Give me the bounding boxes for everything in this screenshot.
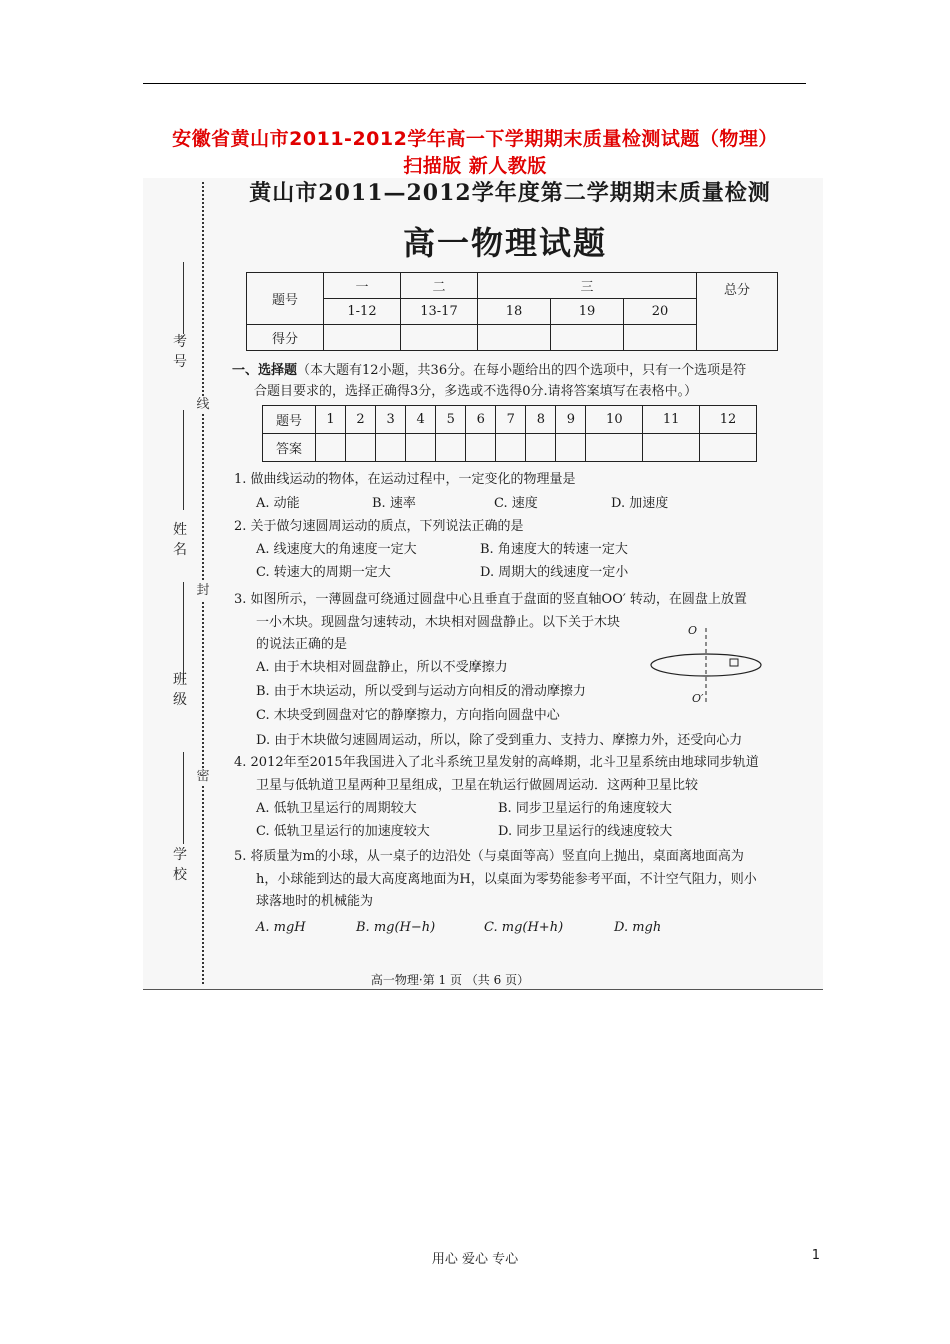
score-row-label-score: 得分 [247,325,324,351]
score-cell [324,325,401,351]
answer-number: 4 [406,406,436,434]
question-5-stem-3: 球落地时的机械能为 [256,894,374,909]
q5-option-d: D. mgh [614,920,662,935]
q1-option-a: A. 动能 [256,496,300,511]
answer-number: 5 [436,406,466,434]
q3-option-b: B. 由于木块运动，所以受到与运动方向相反的滑动摩擦力 [256,684,586,699]
answer-table [262,405,757,462]
score-part: 20 [624,299,697,325]
q5-option-a: A. mgH [256,920,306,935]
page-number: 1 [811,1248,820,1263]
q2-option-c: C. 转速大的周期一定大 [256,565,391,580]
score-part: 1-12 [324,299,401,325]
answer-cell [526,434,556,462]
axis-top-label: O [688,624,698,637]
seal-word-secret: 密 [194,768,212,786]
answer-number: 10 [586,406,643,434]
label-char: 班级 [173,672,187,708]
q4-option-a: A. 低轨卫星运行的周期较大 [256,801,417,816]
q2-option-d: D. 周期大的线速度一定小 [480,565,629,580]
name-label [170,520,190,560]
exam-number-label [170,332,190,372]
q1-option-d: D. 加速度 [611,496,669,511]
name-blank [183,410,184,510]
score-total-label: 总分 [697,273,778,351]
rotating-disk-figure [648,622,772,708]
section1-heading-line [232,361,746,381]
exam-subtitle: 高一物理试题 [402,224,607,262]
score-cell [401,325,478,351]
answer-number: 2 [346,406,376,434]
section1-note: （本大题有12小题，共36分。在每小题给出的四个选项中，只有一个选项是符 [297,363,747,378]
q5-option-b: B. mg(H−h) [356,920,436,935]
question-3-stem-3: 的说法正确的是 [256,637,348,652]
section1-heading: 一、选择题 [232,363,298,378]
question-3-stem-2: 一小木块。现圆盘匀速转动，木块相对圆盘静止。以下关于木块 [256,615,621,630]
answer-number: 9 [556,406,586,434]
q2-option-a: A. 线速度大的角速度一定大 [256,542,417,557]
exam-number-blank [183,262,184,334]
score-part: 13-17 [401,299,478,325]
document-subtitle: 扫描版 新人教版 [403,155,547,177]
question-5-stem-1: 5. 将质量为m的小球，从一桌子的边沿处（与桌面等高）竖直向上抛出，桌面离地面高为 [234,849,744,864]
page-footer: 用心 爱心 专心 [431,1252,519,1267]
answer-cell [316,434,346,462]
q1-option-c: C. 速度 [494,496,538,511]
q1-option-b: B. 速率 [372,496,416,511]
answer-cell [700,434,757,462]
answer-cell [643,434,700,462]
axis-bottom-label: O′ [692,692,704,705]
answer-cell [556,434,586,462]
score-cell [551,325,624,351]
answer-cell [496,434,526,462]
score-cell [624,325,697,351]
scan-bottom-rule [143,989,823,990]
question-1-stem: 1. 做曲线运动的物体，在运动过程中，一定变化的物理量是 [234,472,576,487]
header-rule [143,83,806,84]
answer-number: 6 [466,406,496,434]
question-3-stem-1: 3. 如图所示，一薄圆盘可绕通过圆盘中心且垂直于盘面的竖直轴OO′ 转动，在圆盘上放置 [234,592,747,607]
label-char: 考号 [173,334,187,370]
score-table [246,272,778,351]
exam-title: 黄山市2011—2012学年度第二学期期末质量检测 [249,180,771,206]
score-group-1: 一 [324,273,401,299]
score-cell [478,325,551,351]
label-char: 学校 [173,847,187,883]
seal-word-seal: 封 [194,582,212,600]
q3-option-d: D. 由于木块做匀速圆周运动，所以，除了受到重力、支持力、摩擦力外，还受向心力 [256,733,743,748]
score-part: 18 [478,299,551,325]
question-5-stem-2: h，小球能到达的最大高度离地面为H，以桌面为零势能参考平面，不计空气阻力，则小 [256,872,757,887]
section1-note-2: 合题目要求的，选择正确得3分，多选或不选得0分.请将答案填写在表格中。） [254,384,698,399]
score-group-2: 二 [401,273,478,299]
question-4-stem-1: 4. 2012年至2015年我国进入了北斗系统卫星发射的高峰期，北斗卫星系统由地球同步轨道 [234,755,759,770]
question-2-stem: 2. 关于做匀速圆周运动的质点，下列说法正确的是 [234,519,524,534]
answer-number: 12 [700,406,757,434]
answer-cell [586,434,643,462]
q2-option-b: B. 角速度大的转速一定大 [480,542,628,557]
answer-cell [346,434,376,462]
q5-option-c: C. mg(H+h) [484,920,564,935]
seal-word-line: 线 [194,396,212,414]
class-blank [183,582,184,682]
score-group-3: 三 [478,273,697,299]
score-part: 19 [551,299,624,325]
answer-row-label-number: 题号 [263,406,316,434]
answer-cell [466,434,496,462]
answer-row-label-answer: 答案 [263,434,316,462]
class-label [170,670,190,710]
scan-page-footer: 高一物理·第 1 页 （共 6 页） [370,973,530,987]
q4-option-c: C. 低轨卫星运行的加速度较大 [256,824,430,839]
q4-option-d: D. 同步卫星运行的线速度较大 [498,824,673,839]
school-label [170,845,190,885]
answer-number: 8 [526,406,556,434]
answer-number: 1 [316,406,346,434]
q3-option-c: C. 木块受到圆盘对它的静摩擦力，方向指向圆盘中心 [256,708,560,723]
answer-number: 11 [643,406,700,434]
answer-cell [436,434,466,462]
answer-cell [376,434,406,462]
label-char: 姓名 [173,522,187,558]
answer-number: 7 [496,406,526,434]
wood-block [730,659,738,666]
answer-cell [406,434,436,462]
score-row-label-number: 题号 [247,273,324,325]
document-title: 安徽省黄山市2011-2012学年高一下学期期末质量检测试题（物理） [172,128,778,150]
answer-number: 3 [376,406,406,434]
school-blank [183,752,184,844]
q4-option-b: B. 同步卫星运行的角速度较大 [498,801,672,816]
q3-option-a: A. 由于木块相对圆盘静止，所以不受摩擦力 [256,660,508,675]
question-4-stem-2: 卫星与低轨道卫星两种卫星组成，卫星在轨运行做圆周运动．这两种卫星比较 [256,778,699,793]
